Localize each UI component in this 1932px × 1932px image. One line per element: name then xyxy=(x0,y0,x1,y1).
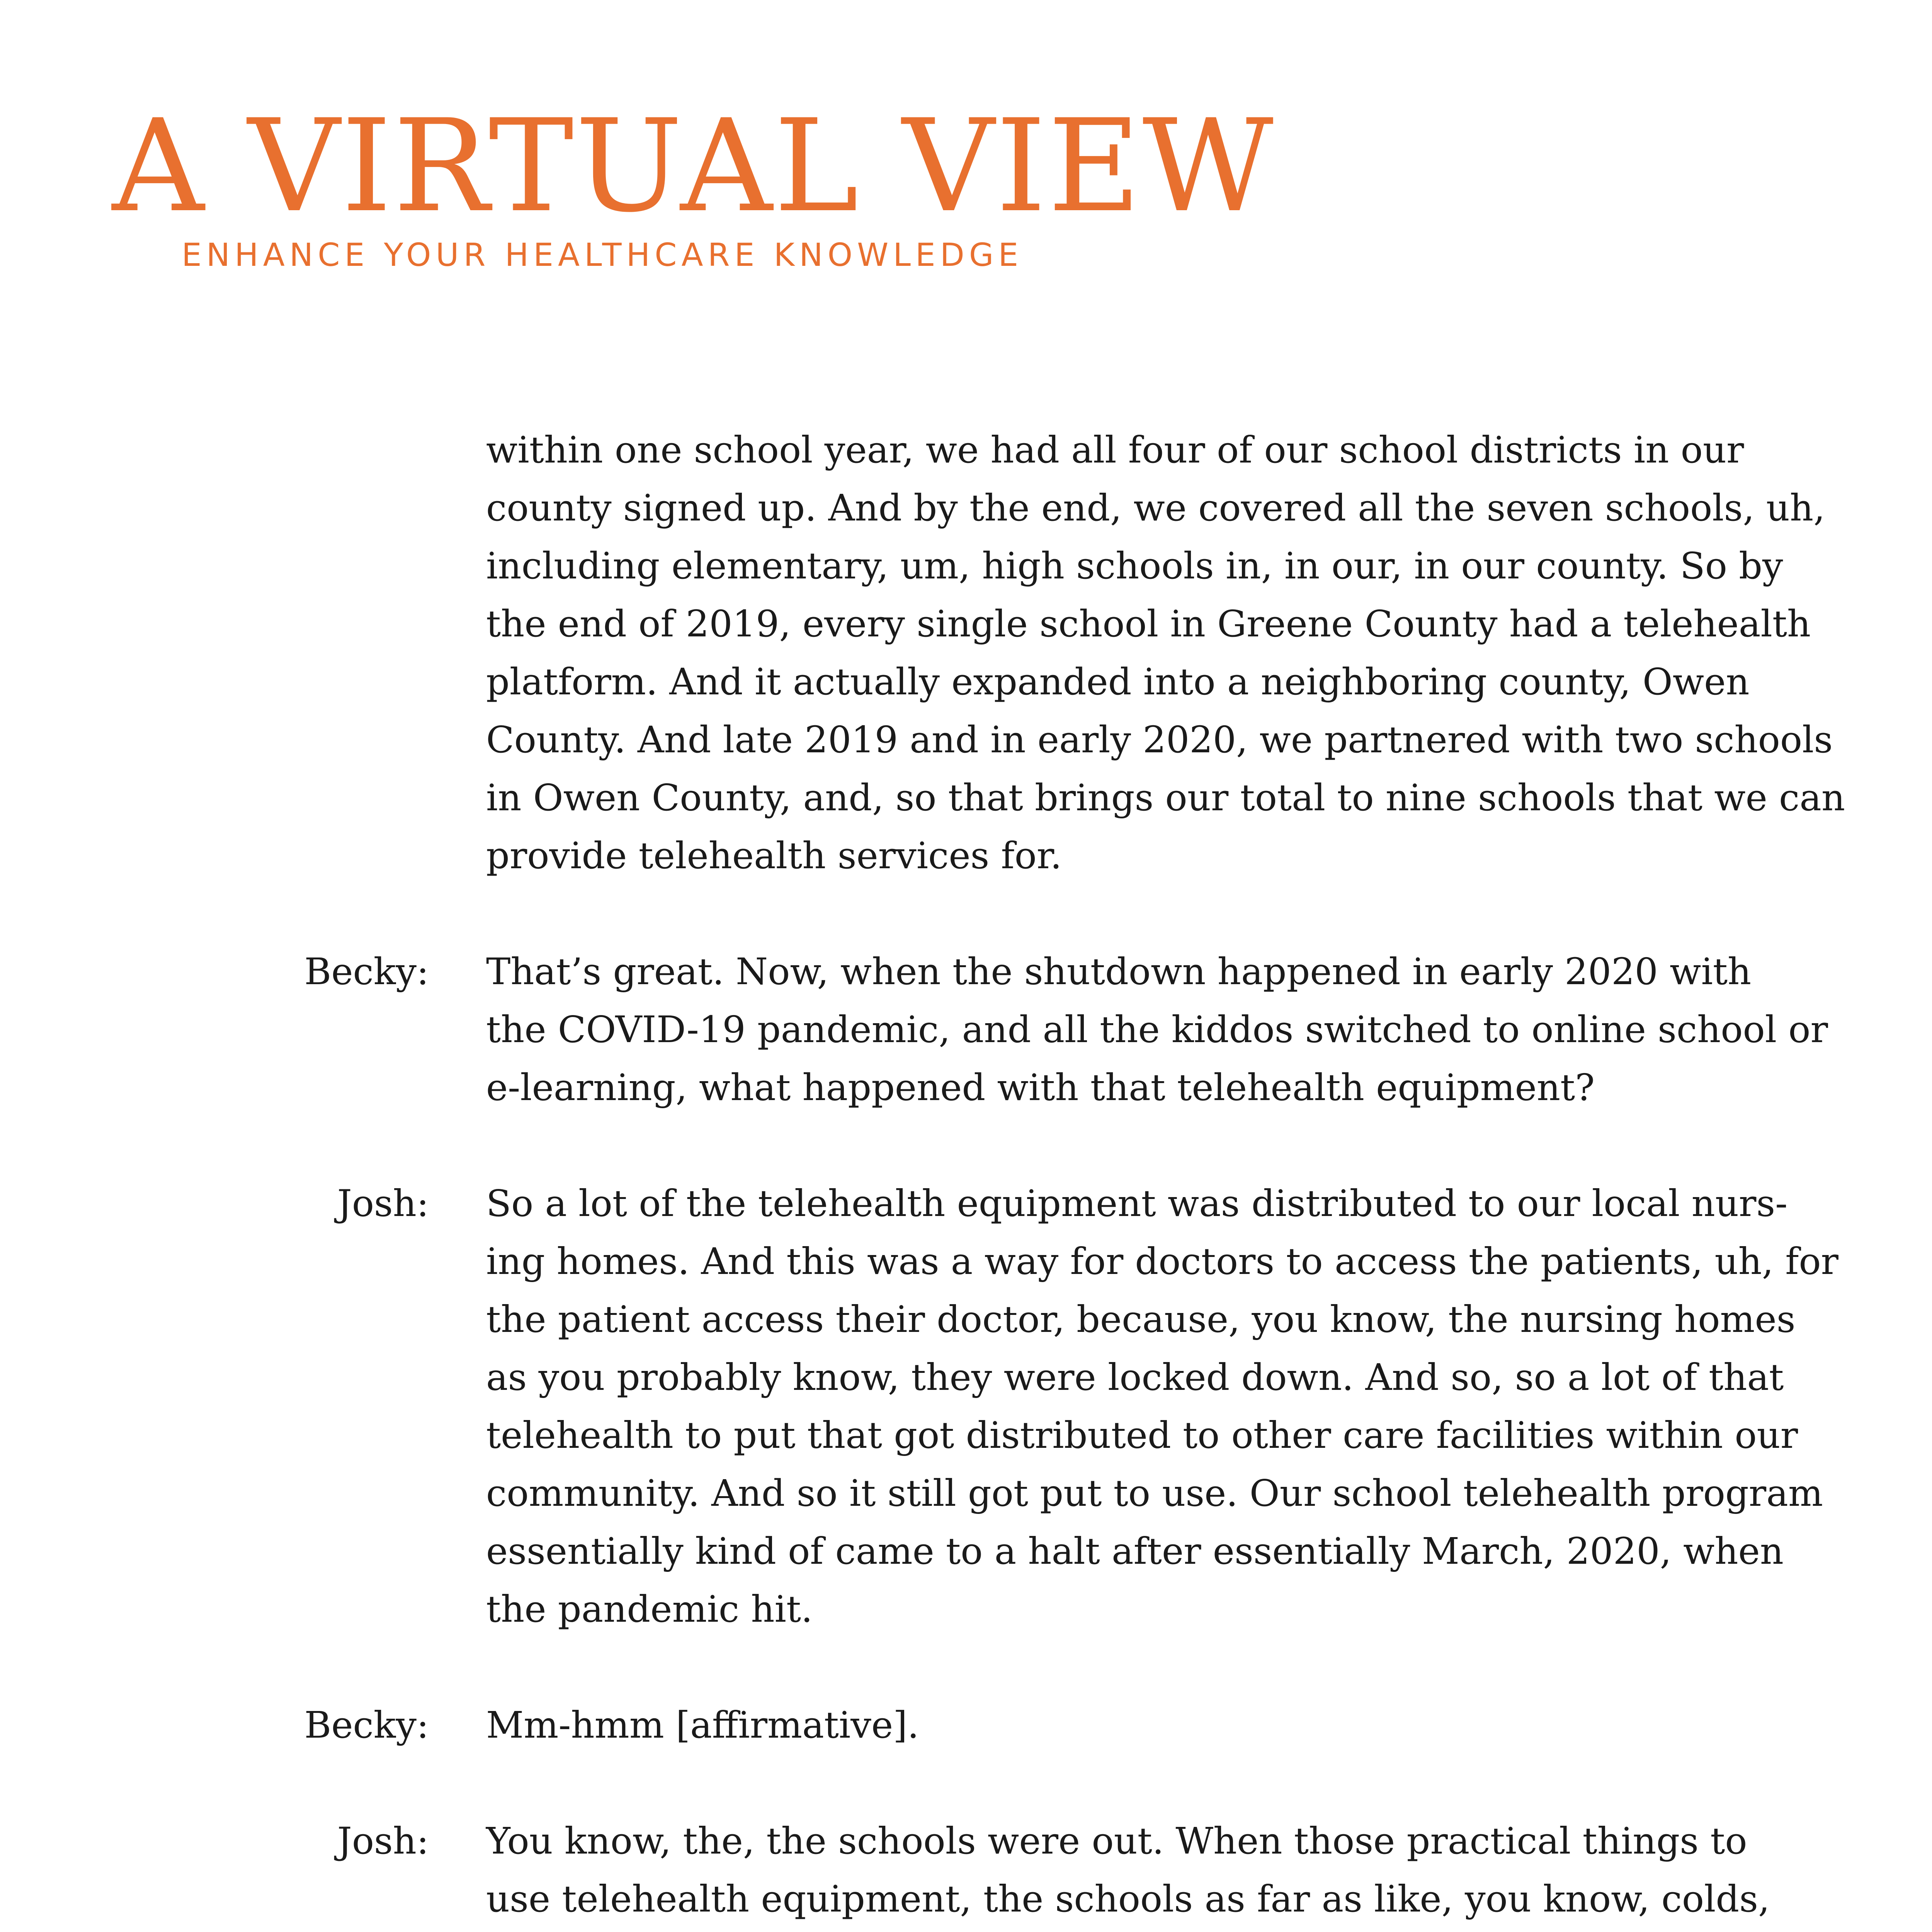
transcript-paragraph xyxy=(486,943,1838,1117)
page-subtitle: ENHANCE YOUR HEALTHCARE KNOWLEDGE xyxy=(182,237,1023,274)
text-line: the pandemic hit. xyxy=(486,1588,813,1631)
text-line: the COVID-19 pandemic, and all the kiddos switched to online school or xyxy=(486,1009,1828,1051)
text-line: essentially kind of came to a halt after essentially March, 2020, when xyxy=(486,1530,1784,1573)
text-line: That’s great. Now, when the shutdown happened in early 2020 with xyxy=(486,951,1752,993)
page-title: A VIRTUAL VIEW xyxy=(112,92,1275,240)
transcript-entry xyxy=(0,1175,1932,1638)
text-line: use telehealth equipment, the schools as far as like, you know, colds, xyxy=(486,1878,1770,1920)
transcript-entry xyxy=(0,943,1932,1117)
transcript-paragraph xyxy=(486,421,1845,885)
text-line: the end of 2019, every single school in Greene County had a telehealth xyxy=(486,603,1811,645)
transcript xyxy=(0,421,1932,1932)
transcript-entry xyxy=(0,1812,1932,1932)
text-line xyxy=(486,1928,1838,1932)
transcript-paragraph xyxy=(486,1696,1838,1754)
speaker-label: Josh: xyxy=(337,1820,429,1862)
text-line: e-learning, what happened with that telehealth equipment? xyxy=(486,1066,1595,1109)
text-line: So a lot of the telehealth equipment was distributed to our local nurs- xyxy=(486,1182,1788,1225)
text-line: provide telehealth services for. xyxy=(486,835,1062,877)
text-line: community. And so it still got put to use. Our school telehealth program xyxy=(486,1472,1823,1515)
transcript-paragraph xyxy=(486,1175,1838,1638)
text-line: You know, the, the schools were out. When those practical things to xyxy=(486,1820,1747,1862)
transcript-entry xyxy=(0,421,1932,885)
text-line: Mm-hmm [affirmative]. xyxy=(486,1704,919,1747)
speaker-label: Becky: xyxy=(304,951,429,993)
speaker-label: Becky: xyxy=(304,1704,429,1747)
text-line: the patient access their doctor, because, you know, the nursing homes xyxy=(486,1298,1796,1341)
text-line: including elementary, um, high schools in, in our, in our county. So by xyxy=(486,545,1783,587)
text-line: County. And late 2019 and in early 2020, we partnered with two schools xyxy=(486,719,1833,761)
transcript-entry xyxy=(0,1696,1932,1754)
text-line: county signed up. And by the end, we covered all the seven schools, uh, xyxy=(486,487,1825,529)
text-line: within one school year, we had all four of our school districts in our xyxy=(486,429,1744,471)
text-line: as you probably know, they were locked down. And so, so a lot of that xyxy=(486,1356,1784,1399)
text-line: platform. And it actually expanded into a neighboring county, Owen xyxy=(486,661,1750,703)
text-line: ing homes. And this was a way for doctors to access the patients, uh, for xyxy=(486,1240,1838,1283)
transcript-paragraph xyxy=(486,1812,1838,1932)
text-line: in Owen County, and, so that brings our total to nine schools that we can xyxy=(486,777,1845,819)
text-line: telehealth to put that got distributed to other care facilities within our xyxy=(486,1414,1798,1457)
speaker-label: Josh: xyxy=(337,1182,429,1225)
